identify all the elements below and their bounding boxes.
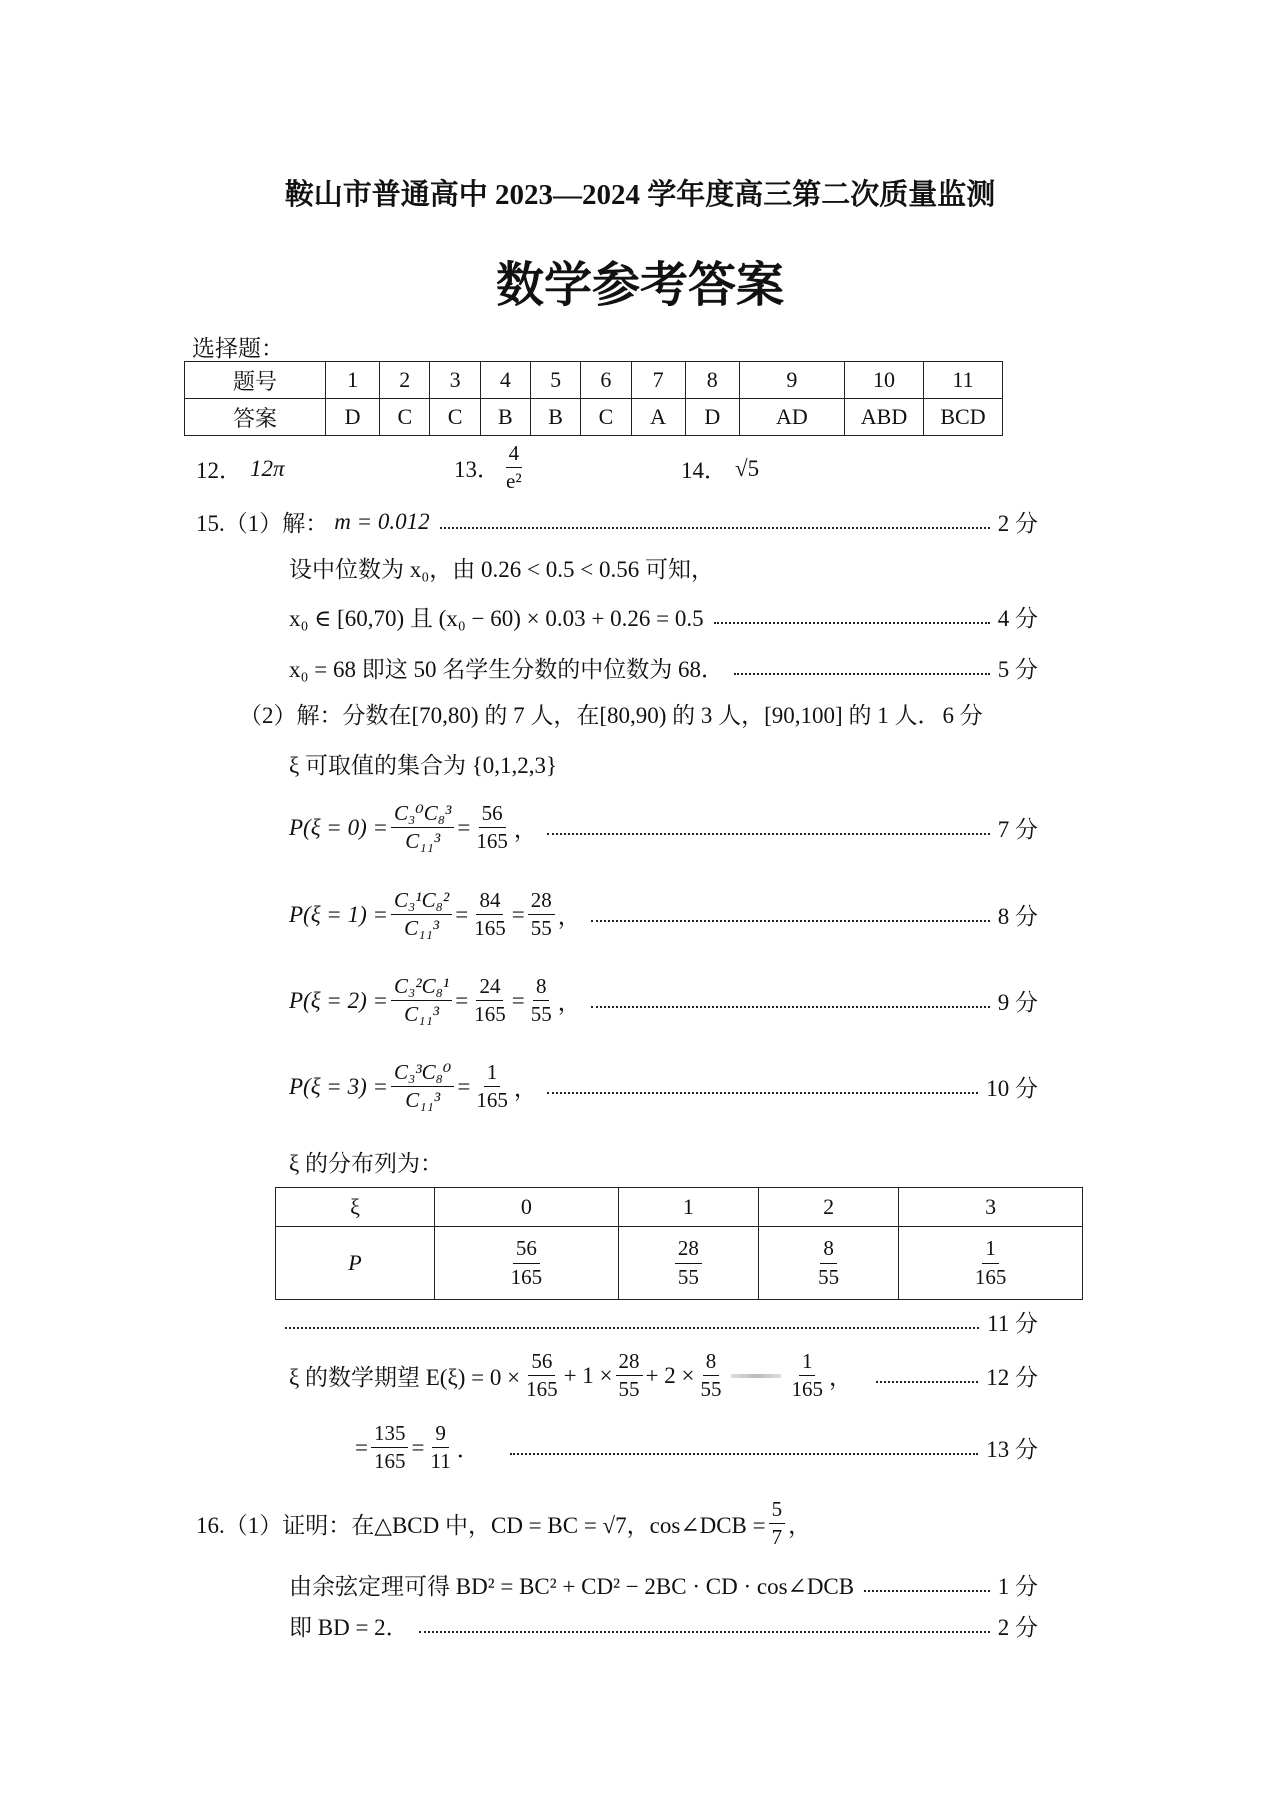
dot-leader [876, 1381, 978, 1383]
denominator: 165 [526, 1377, 558, 1402]
punct: ， [828, 1365, 852, 1391]
row-label [276, 1227, 435, 1300]
cell [758, 1227, 898, 1300]
denominator: C₁₁³ [404, 1002, 440, 1027]
q-number: 12． [196, 458, 242, 483]
numerator: 1 [799, 1348, 816, 1376]
cell: 11 [924, 362, 1003, 399]
numerator: 24 [476, 973, 503, 1001]
lhs: P(ξ = 2) = [289, 987, 389, 1013]
score: 7 分 [997, 817, 1038, 843]
cell: C [430, 399, 480, 436]
cell: 10 [845, 362, 924, 399]
score: 12 分 [986, 1365, 1038, 1391]
dot-leader [591, 1006, 990, 1008]
score: 10 分 [986, 1076, 1038, 1102]
punct: ， [557, 990, 581, 1016]
expr: 由余弦定理可得 BD² = BC² + CD² − 2BC · CD · cos∠DCB [289, 1574, 855, 1599]
denominator: C₁₁³ [405, 1088, 441, 1113]
cell [899, 1227, 1083, 1300]
answer: 12π [250, 455, 285, 481]
denominator: 165 [474, 1002, 506, 1027]
q15-line-1 [196, 505, 1038, 538]
cell: 1 [326, 362, 380, 399]
cell: B [480, 399, 530, 436]
fraction [471, 973, 509, 1029]
eq: = [455, 987, 469, 1013]
denominator: 165 [510, 1264, 543, 1289]
table-row [185, 399, 1003, 436]
fraction [503, 440, 525, 496]
lhs: P(ξ = 1) = [289, 901, 389, 927]
numerator: 8 [820, 1235, 837, 1263]
numerator: 1 [484, 1059, 501, 1087]
fraction [697, 1348, 724, 1404]
numerator: 84 [476, 887, 503, 915]
header-cell: 1 [618, 1188, 758, 1227]
fraction [675, 1235, 702, 1291]
cell: D [685, 399, 739, 436]
score: 2 分 [997, 511, 1038, 536]
denominator: C₁₁³ [405, 829, 441, 854]
fraction [471, 887, 509, 943]
punct: ， [513, 817, 537, 843]
q12-answer [196, 452, 285, 485]
denominator: 55 [700, 1377, 722, 1402]
cell: 2 [380, 362, 430, 399]
dist-label: ξ 的分布列为： [289, 1151, 444, 1176]
q15-line-4 [289, 651, 1038, 684]
blurred-region [731, 1374, 781, 1378]
header-cell: ξ [276, 1188, 435, 1227]
numerator: 135 [371, 1420, 409, 1448]
exam-title: 鞍山市普通高中 2023—2024 学年度高三第二次质量监测 [284, 179, 996, 211]
dot-leader [510, 1453, 979, 1455]
fraction [391, 1059, 454, 1115]
fraction [769, 1496, 786, 1552]
prob-line-2 [289, 973, 1038, 1029]
numerator: 4 [506, 440, 523, 468]
dot-leader [714, 622, 990, 624]
q16-line-3 [289, 1609, 1038, 1642]
score: 4 分 [997, 606, 1038, 631]
q13-answer [454, 440, 528, 496]
numerator: C₃³C₈⁰ [391, 1059, 454, 1087]
cell [618, 1227, 758, 1300]
fraction [371, 1420, 409, 1476]
expr: + 2 × [645, 1362, 695, 1388]
fraction [508, 1235, 546, 1291]
row-header: 题号 [185, 362, 326, 399]
numerator: 1 [982, 1235, 999, 1263]
score: 5 分 [997, 657, 1038, 682]
cell: 5 [530, 362, 580, 399]
denominator: 165 [974, 1264, 1007, 1289]
cell: C [380, 399, 430, 436]
dot-leader [547, 833, 990, 835]
dot-leader [864, 1590, 990, 1592]
denominator: e² [506, 469, 522, 494]
fraction [391, 973, 452, 1029]
expr: m = 0.012 [334, 508, 430, 534]
numerator: 28 [675, 1235, 702, 1263]
fraction [815, 1235, 842, 1291]
punct: ， [513, 1076, 537, 1102]
numerator: 28 [528, 887, 555, 915]
denominator: 55 [530, 1002, 552, 1027]
expr: + 1 × [563, 1362, 613, 1388]
cell: BCD [924, 399, 1003, 436]
q16-line-1 [196, 1496, 811, 1552]
expr: （2）解：分数在[70,80) 的 7 人，在[80,90) 的 3 人，[90,100] 的 1 人． [239, 703, 941, 728]
fraction [391, 887, 452, 943]
numerator: C₃²C₈¹ [391, 973, 452, 1001]
page-title: 数学参考答案 [495, 259, 784, 312]
score: 6 分 [942, 703, 983, 728]
score: 11 分 [987, 1311, 1038, 1336]
label: 15.（1）解： [196, 511, 329, 536]
lhs: P(ξ = 3) = [289, 1073, 389, 1099]
fraction [473, 1059, 511, 1115]
header-cell: 0 [435, 1188, 619, 1227]
score: 8 分 [997, 904, 1038, 930]
numerator: 8 [533, 973, 550, 1001]
cell: 3 [430, 362, 480, 399]
dot-leader [591, 920, 990, 922]
cell: B [530, 399, 580, 436]
numerator: 28 [616, 1348, 643, 1376]
fraction [616, 1348, 643, 1404]
cell: ABD [845, 399, 924, 436]
expr: x₀ = 68 即这 50 名学生分数的中位数为 68． [289, 657, 724, 682]
dot-leader [734, 673, 990, 675]
fraction [528, 973, 555, 1029]
denominator: 165 [476, 829, 508, 854]
fraction [391, 800, 454, 856]
q-number: 13． [454, 457, 500, 483]
punct: ． [456, 1437, 480, 1463]
cell: D [326, 399, 380, 436]
numerator: C₃⁰C₈³ [391, 800, 454, 828]
table-row [185, 362, 1003, 399]
prob-line-1 [289, 887, 1038, 943]
score-line-11 [285, 1305, 1038, 1338]
cell: 4 [480, 362, 530, 399]
expr: 16.（1）证明：在△BCD 中，CD = BC = √7，cos∠DCB = [196, 1513, 766, 1539]
fraction [788, 1348, 826, 1404]
numerator: 56 [528, 1348, 555, 1376]
header-cell: 3 [899, 1188, 1083, 1227]
q14-answer [681, 452, 759, 485]
cell: 9 [739, 362, 844, 399]
fraction [528, 887, 555, 943]
punct: ， [788, 1513, 812, 1539]
denominator: 11 [430, 1449, 451, 1474]
denominator: 165 [474, 916, 506, 941]
header-cell: 2 [758, 1188, 898, 1227]
q-number: 14． [681, 458, 727, 483]
numerator: 56 [513, 1235, 540, 1263]
denominator: 7 [771, 1525, 783, 1550]
numerator: 9 [432, 1420, 449, 1448]
lhs: P(ξ = 0) = [289, 814, 389, 840]
numerator: C₃¹C₈² [391, 887, 452, 915]
eq: = [511, 901, 525, 927]
cell: 8 [685, 362, 739, 399]
eq: = [455, 901, 469, 927]
q15-line-5 [239, 697, 983, 730]
cell: 6 [581, 362, 631, 399]
expr: x₀ ∈ [60,70) 且 (x₀ − 60) × 0.03 + 0.26 = 0.5 [289, 606, 704, 631]
denominator: 55 [818, 1264, 840, 1289]
q15-line-3 [289, 600, 1038, 633]
dot-leader [440, 527, 990, 529]
expectation-result-line [355, 1420, 1038, 1476]
q15-line-2: 设中位数为 x₀，由 0.26 < 0.5 < 0.56 可知， [289, 557, 714, 582]
fraction [972, 1235, 1010, 1291]
fraction [473, 800, 511, 856]
score: 13 分 [986, 1437, 1038, 1463]
eq: = [457, 1073, 471, 1099]
row-label-text: P [348, 1250, 362, 1275]
eq: = [355, 1434, 368, 1460]
cell: AD [739, 399, 844, 436]
score: 9 分 [997, 990, 1038, 1016]
table-row [276, 1227, 1083, 1300]
q16-line-2 [289, 1568, 1038, 1601]
cell: A [631, 399, 685, 436]
eq: = [411, 1434, 425, 1460]
mc-answer-table [184, 361, 1003, 436]
cell: 7 [631, 362, 685, 399]
dot-leader [285, 1327, 979, 1329]
fraction [523, 1348, 561, 1404]
numerator: 56 [479, 800, 506, 828]
eq: = [457, 814, 471, 840]
q15-line-6: ξ 可取值的集合为 {0,1,2,3} [289, 753, 558, 778]
expr: ξ 的数学期望 E(ξ) = 0 × [289, 1365, 521, 1391]
denominator: 165 [791, 1377, 823, 1402]
answer: √5 [735, 455, 760, 481]
denominator: 165 [373, 1449, 406, 1474]
eq: = [511, 987, 525, 1013]
expr: 即 BD = 2． [289, 1615, 409, 1640]
row-header: 答案 [185, 399, 326, 436]
dot-leader [547, 1092, 978, 1094]
denominator: C₁₁³ [404, 916, 440, 941]
denominator: 165 [476, 1088, 508, 1113]
prob-line-0 [289, 800, 1038, 856]
numerator: 5 [769, 1496, 786, 1524]
expectation-line [289, 1348, 1038, 1404]
cell: C [581, 399, 631, 436]
table-row [276, 1188, 1083, 1227]
prob-line-3 [289, 1059, 1038, 1115]
denominator: 55 [618, 1377, 640, 1402]
fraction [427, 1420, 453, 1476]
score: 2 分 [997, 1615, 1038, 1640]
denominator: 55 [677, 1264, 699, 1289]
cell [435, 1227, 619, 1300]
numerator: 8 [703, 1348, 720, 1376]
punct: ， [557, 904, 581, 930]
score: 1 分 [997, 1574, 1038, 1599]
dot-leader [419, 1631, 990, 1633]
denominator: 55 [530, 916, 552, 941]
mc-label: 选择题： [192, 336, 284, 361]
distribution-table [275, 1187, 1083, 1300]
